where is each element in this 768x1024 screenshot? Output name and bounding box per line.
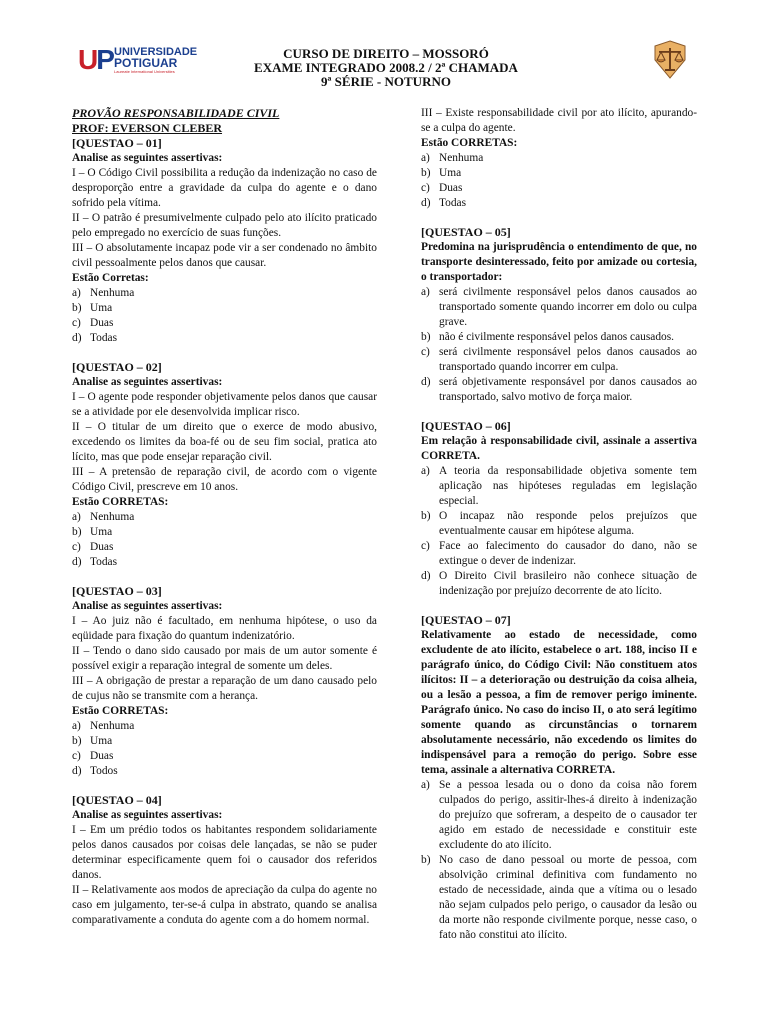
statement-i: I – Em um prédio todos os habitantes respondem solidariamente pelos danos causados por coisas dele lançadas, se não se puder determinar especificamente quem foi o causador dos referidos danos. (72, 824, 377, 881)
page-header (0, 0, 768, 100)
question-stem: Relativamente ao estado de necessidade, como excludente de ato ilícito, estabelece o art. 188, inciso II e parágrafo único, do Código Civil: Não constituem atos ilícitos: II – a deterioração ou destruição da coisa alheia, ou a lesão a pessoa, a fim de remover perigo iminente. Parágrafo único. No caso do inciso II, o ato será legítimo somente quando as circunstâncias o tornarem absolutamente necessário, não excedendo os limites do indispensável para a remoção do perigo. Sobre esse tema, assinale a alternativa CORRETA. (421, 629, 697, 776)
question-heading: [QUESTAO – 07] (421, 613, 511, 627)
statement-iii: III – O absolutamente incapaz pode vir a ser condenado no âmbito civil pessoalmente pelos danos que causar. (72, 242, 377, 269)
question-instruction: Analise as seguintes assertivas: (72, 376, 223, 388)
course-name: CURSO DE DIREITO – MOSSORÓ (283, 46, 489, 61)
scales-of-justice-icon (652, 40, 688, 80)
question-heading: [QUESTAO – 01] (72, 136, 162, 150)
question-02 (72, 360, 377, 570)
option-b: b) O incapaz não responde pelos prejuízos que eventualmente causar em hipótese alguma. (421, 510, 697, 537)
option-d: d) Todas (72, 332, 118, 344)
option-b: b) não é civilmente responsável pelos danos causados. (421, 331, 675, 343)
option-c: c) será civilmente responsável pelos danos causados ao transportado quando incorrer em culpa. (421, 346, 697, 373)
question-instruction: Analise as seguintes assertivas: (72, 600, 223, 612)
option-a: a) Nenhuma (72, 287, 135, 299)
statement-i: I – O Código Civil possibilita a redução da indenização no caso de desproporção entre a gravidade da culpa do agente e o dano sofrido pela vítima. (72, 167, 377, 209)
option-d: d) O Direito Civil brasileiro não conhece situação de indenização por prejuízo decorrente de ato lícito. (421, 570, 697, 597)
option-d: d) será objetivamente responsável por danos causados ao transportado, salvo motivo de força maior. (421, 376, 697, 403)
question-heading: [QUESTAO – 04] (72, 793, 162, 807)
option-d: d) Todas (421, 197, 467, 209)
option-c: c) Duas (72, 541, 114, 553)
answer-label: Estão CORRETAS: (421, 137, 518, 149)
option-a: a) Nenhuma (421, 152, 484, 164)
option-d: d) Todas (72, 556, 118, 568)
university-logo (78, 44, 198, 78)
option-a: a) A teoria da responsabilidade objetiva somente tem aplicação nas hipóteses reguladas em legislação especial. (421, 465, 697, 507)
logo-line-1: UNIVERSIDADE (114, 46, 198, 58)
option-b: b) Uma (72, 526, 113, 538)
statement-i: I – Ao juiz não é facultado, em nenhuma hipótese, o uso da eqüidade para fixação do quantum indenizatório. (72, 615, 377, 642)
option-c: c) Duas (72, 317, 114, 329)
question-05 (421, 225, 697, 405)
professor-name: PROF: EVERSON CLEBER (72, 121, 223, 135)
option-a: a) Se a pessoa lesada ou o dono da coisa não forem culpados do perigo, assitir-lhes-á direito à indenização do prejuízo que sofreram, a despeito de o causador ter agido em estado de necessidade e constituir este excludente do ato ilícito. (421, 779, 697, 851)
option-b: b) Uma (421, 167, 462, 179)
question-stem: Em relação à responsabilidade civil, assinale a assertiva CORRETA. (421, 435, 697, 462)
question-heading: [QUESTAO – 02] (72, 360, 162, 374)
logo-line-2: POTIGUAR (114, 56, 178, 70)
statement-iii: III – Existe responsabilidade civil por ato ilícito, apurando-se a culpa do agente. (421, 107, 697, 134)
right-column (421, 106, 697, 957)
class-name: 9ª SÉRIE - NOTURNO (321, 74, 451, 89)
question-01 (72, 136, 377, 346)
statement-iii: III – A obrigação de prestar a reparação de um dano causado pelo de cujus não se transmite com a herança. (72, 675, 377, 702)
logo-mark: UP (78, 44, 113, 75)
option-d: d) Todos (72, 765, 118, 777)
option-b: b) Uma (72, 735, 113, 747)
statement-ii: II – O titular de um direito que o exerce de modo abusivo, excedendo os limites da boa-fé ou de seu fim social, pratica ato lícito, mas que pode ensejar reparação civil. (72, 421, 377, 463)
option-c: c) Duas (72, 750, 114, 762)
statement-i: I – O agente pode responder objetivamente pelos danos que causar se a atividade por ele desenvolvida implicar risco. (72, 391, 377, 418)
option-b: b) Uma (72, 302, 113, 314)
option-c: c) Face ao falecimento do causador do dano, não se extingue o dever de indenizar. (421, 540, 697, 567)
option-a: a) Nenhuma (72, 511, 135, 523)
question-04 (72, 793, 377, 928)
question-07 (421, 613, 697, 943)
question-03 (72, 584, 377, 779)
logo-line-3: Laureate International Universities (114, 69, 175, 74)
answer-label: Estão CORRETAS: (72, 496, 169, 508)
exam-name: EXAME INTEGRADO 2008.2 / 2ª CHAMADA (254, 60, 518, 75)
option-c: c) Duas (421, 182, 463, 194)
option-b: b) No caso de dano pessoal ou morte de pessoa, com absolvição criminal definitiva com fundamento no estado de necessidade, ainda que a vítima ou o lesado não sejam culpados pelo perigo, o causador da lesão ou da morte não responde civilmente porque, nesse caso, o fato não constitui ato ilícito. (421, 854, 697, 941)
question-heading: [QUESTAO – 03] (72, 584, 162, 598)
question-heading: [QUESTAO – 06] (421, 419, 511, 433)
statement-ii: II – Relativamente aos modos de apreciação da culpa do agente no caso em julgamento, ter-se-á culpa in abstrato, quando se analisa comparativamente a conduta do agente com a do homem normal. (72, 884, 377, 926)
question-04-continued (421, 106, 697, 211)
statement-ii: II – O patrão é presumivelmente culpado pelo ato ilícito praticado pelo empregado no exercício de suas funções. (72, 212, 377, 239)
logo-text (114, 47, 197, 75)
left-column (72, 106, 377, 942)
question-06 (421, 419, 697, 599)
statement-ii: II – Tendo o dano sido causado por mais de um autor somente é possível exigir a reparação integral de somente um deles. (72, 645, 377, 672)
answer-label: Estão Corretas: (72, 272, 149, 284)
question-instruction: Analise as seguintes assertivas: (72, 809, 223, 821)
option-a: a) será civilmente responsável pelos danos causados ao transportado somente quando incorrer em dolo ou culpa grave. (421, 286, 697, 328)
option-a: a) Nenhuma (72, 720, 135, 732)
question-heading: [QUESTAO – 05] (421, 225, 511, 239)
question-stem: Predomina na jurisprudência o entendimento de que, no transporte desinteressado, feito por amizade ou cortesia, o transportador: (421, 241, 697, 283)
exam-header-title (200, 47, 572, 89)
statement-iii: III – A pretensão de reparação civil, de acordo com o vigente Código Civil, prescreve em 10 anos. (72, 466, 377, 493)
answer-label: Estão CORRETAS: (72, 705, 169, 717)
exam-title: PROVÃO RESPONSABILIDADE CIVIL (72, 106, 280, 120)
question-instruction: Analise as seguintes assertivas: (72, 152, 223, 164)
